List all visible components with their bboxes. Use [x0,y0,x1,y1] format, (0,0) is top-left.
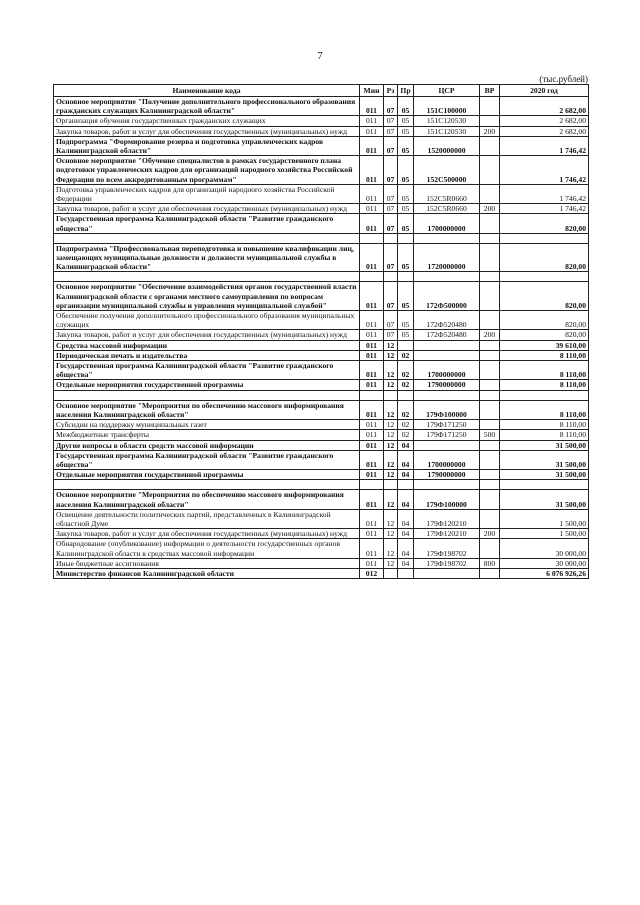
table-row [54,282,589,311]
cell-name: Иные бюджетные ассигнования [54,558,360,568]
spacer-cell [500,390,589,400]
spacer-cell [414,233,480,243]
header-year: 2020 год [500,85,589,97]
row-spacer [54,480,589,490]
cell-name: Подготовка управленческих кадров для организаций народного хозяйства Российской Федерации [54,184,360,203]
cell-name: Подпрограмма "Профессиональная переподготовка и повышение квалификации лиц, замещающих муниципальные должности и должности муниципальной службы в Калининградской области" [54,243,360,272]
cell-pr: 04 [398,490,414,509]
cell-rz: 07 [384,311,398,330]
table-row [54,214,589,233]
table-row [54,400,589,419]
cell-min: 011 [360,97,384,116]
header-name: Наименование кода [54,85,360,97]
cell-vr: 200 [480,204,500,214]
table-row [54,116,589,126]
cell-pr: 04 [398,470,414,480]
spacer-cell [480,480,500,490]
cell-csr: 151С120530 [414,126,480,136]
cell-sum: 8 110,00 [500,400,589,419]
cell-vr [480,243,500,272]
cell-sum: 31 500,00 [500,490,589,509]
cell-rz: 12 [384,490,398,509]
cell-sum: 1 746,42 [500,156,589,185]
unit-note: (тыс.рублей) [539,74,588,84]
cell-name: Закупка товаров, работ и услуг для обеспечения государственных (муниципальных) нужд [54,204,360,214]
cell-rz: 07 [384,136,398,155]
cell-name: Основное мероприятие "Мероприятия по обеспечению массового информирования населения Калининградской области" [54,490,360,509]
cell-pr: 05 [398,204,414,214]
cell-min: 011 [360,116,384,126]
cell-vr [480,311,500,330]
table-row [54,470,589,480]
cell-rz: 12 [384,450,398,469]
cell-vr [480,470,500,480]
cell-csr: 179Ф100000 [414,400,480,419]
cell-rz: 07 [384,156,398,185]
spacer-cell [480,390,500,400]
header-pr: Пр [398,85,414,97]
cell-csr: 179Ф171250 [414,430,480,440]
cell-name: Обеспечение получения дополнительного профессионального образования муниципальных служащих [54,311,360,330]
cell-min: 011 [360,156,384,185]
header-rz: Рз [384,85,398,97]
spacer-cell [384,272,398,282]
cell-pr [398,568,414,578]
cell-rz: 12 [384,529,398,539]
table-row [54,340,589,350]
cell-sum: 30 000,00 [500,539,589,558]
cell-sum: 8 110,00 [500,361,589,380]
cell-min: 011 [360,420,384,430]
cell-pr: 05 [398,116,414,126]
table-row [54,568,589,578]
table-row [54,380,589,390]
cell-sum: 1 500,00 [500,509,589,528]
cell-name: Закупка товаров, работ и услуг для обеспечения государственных (муниципальных) нужд [54,529,360,539]
cell-min: 011 [360,440,384,450]
spacer-cell [398,390,414,400]
cell-vr [480,490,500,509]
cell-rz: 07 [384,282,398,311]
cell-vr [480,340,500,350]
cell-pr: 04 [398,539,414,558]
cell-rz: 12 [384,539,398,558]
cell-min: 011 [360,400,384,419]
cell-name: Закупка товаров, работ и услуг для обеспечения государственных (муниципальных) нужд [54,126,360,136]
spacer-cell [414,272,480,282]
cell-vr [480,361,500,380]
cell-pr: 04 [398,558,414,568]
cell-name: Другие вопросы в области средств массовой информации [54,440,360,450]
table-row [54,184,589,203]
cell-csr: 179Ф198702 [414,539,480,558]
cell-pr: 05 [398,243,414,272]
cell-name: Подпрограмма "Формирование резерва и подготовка управленческих кадров Калининградской области" [54,136,360,155]
cell-csr: 172Ф520480 [414,330,480,340]
cell-rz: 07 [384,184,398,203]
cell-name: Основное мероприятие "Обеспечение взаимодействия органов государственной власти Калининградской области с органами местного самоуправления по вопросам организации муниципальной службы и управления муниципальной службой" [54,282,360,311]
cell-pr: 05 [398,184,414,203]
cell-sum: 8 110,00 [500,350,589,360]
cell-sum: 31 500,00 [500,450,589,469]
cell-sum: 30 000,00 [500,558,589,568]
cell-rz: 12 [384,558,398,568]
cell-name: Обнародование (опубликование) информации о деятельности государственных органов Калининградской области в средствах массовой информации [54,539,360,558]
cell-vr [480,116,500,126]
cell-vr [480,568,500,578]
cell-vr: 200 [480,330,500,340]
cell-min: 011 [360,470,384,480]
cell-csr: 152С500000 [414,156,480,185]
cell-csr: 1790000000 [414,470,480,480]
cell-name: Организация обучения государственных гражданских служащих [54,116,360,126]
cell-vr [480,440,500,450]
cell-rz: 12 [384,430,398,440]
cell-min: 011 [360,184,384,203]
table-row [54,243,589,272]
cell-csr: 179Ф120210 [414,509,480,528]
cell-sum: 8 110,00 [500,420,589,430]
cell-rz: 07 [384,214,398,233]
cell-sum: 2 682,00 [500,116,589,126]
cell-min: 011 [360,282,384,311]
cell-vr [480,184,500,203]
table-row [54,509,589,528]
table-row [54,529,589,539]
cell-sum: 820,00 [500,330,589,340]
cell-rz: 07 [384,243,398,272]
table-row [54,136,589,155]
cell-name: Освещение деятельности политических партий, представленных в Калининградской областной Думе [54,509,360,528]
spacer-cell [398,480,414,490]
cell-pr: 02 [398,350,414,360]
spacer-cell [414,390,480,400]
cell-csr: 151С100000 [414,97,480,116]
cell-name: Основное мероприятие "Мероприятия по обеспечению массового информирования населения Калининградской области" [54,400,360,419]
header-csr: ЦСР [414,85,480,97]
spacer-cell [384,233,398,243]
cell-csr [414,350,480,360]
cell-name: Средства массовой информации [54,340,360,350]
spacer-cell [360,480,384,490]
table-row [54,330,589,340]
cell-vr: 200 [480,126,500,136]
cell-vr [480,97,500,116]
table-row [54,558,589,568]
cell-csr: 1720000000 [414,243,480,272]
cell-sum: 820,00 [500,214,589,233]
cell-vr [480,509,500,528]
cell-sum: 8 110,00 [500,380,589,390]
cell-vr [480,350,500,360]
cell-csr: 1700000000 [414,450,480,469]
cell-name: Государственная программа Калининградской области "Развитие гражданского общества" [54,361,360,380]
cell-min: 011 [360,450,384,469]
cell-csr: 152С5R0660 [414,204,480,214]
cell-sum: 820,00 [500,282,589,311]
cell-rz: 12 [384,350,398,360]
cell-name: Периодическая печать и издательства [54,350,360,360]
cell-pr: 05 [398,126,414,136]
cell-vr: 500 [480,430,500,440]
cell-vr [480,420,500,430]
cell-min: 011 [360,430,384,440]
table-row [54,490,589,509]
row-spacer [54,233,589,243]
header-min: Мин [360,85,384,97]
cell-min: 011 [360,558,384,568]
cell-rz: 12 [384,340,398,350]
cell-min: 011 [360,330,384,340]
spacer-cell [360,390,384,400]
cell-sum: 820,00 [500,243,589,272]
cell-name: Субсидии на поддержку муниципальных газет [54,420,360,430]
cell-min: 011 [360,204,384,214]
cell-rz: 12 [384,361,398,380]
cell-rz: 07 [384,116,398,126]
cell-sum: 820,00 [500,311,589,330]
cell-sum: 8 110,00 [500,430,589,440]
cell-csr: 1700000000 [414,214,480,233]
cell-name: Государственная программа Калининградской области "Развитие гражданского общества" [54,214,360,233]
cell-vr [480,380,500,390]
cell-min: 011 [360,214,384,233]
row-spacer [54,390,589,400]
cell-min: 011 [360,529,384,539]
table-row [54,430,589,440]
spacer-cell [500,480,589,490]
cell-rz [384,568,398,578]
cell-name: Министерство финансов Калининградской области [54,568,360,578]
cell-vr [480,539,500,558]
cell-name: Межбюджетные трансферты [54,430,360,440]
spacer-cell [54,272,360,282]
cell-vr [480,156,500,185]
cell-pr: 04 [398,529,414,539]
spacer-cell [414,480,480,490]
cell-sum: 1 500,00 [500,529,589,539]
spacer-cell [398,272,414,282]
table-row [54,440,589,450]
cell-csr: 1520000000 [414,136,480,155]
cell-name: Государственная программа Калининградской области "Развитие гражданского общества" [54,450,360,469]
cell-rz: 07 [384,126,398,136]
cell-csr: 172Ф500000 [414,282,480,311]
table-row [54,350,589,360]
cell-min: 011 [360,350,384,360]
cell-name: Отдельные мероприятия государственной программы [54,470,360,480]
cell-pr: 04 [398,509,414,528]
spacer-cell [54,390,360,400]
cell-rz: 12 [384,440,398,450]
cell-pr: 05 [398,136,414,155]
table-row [54,204,589,214]
cell-csr: 1790000000 [414,380,480,390]
header-vr: ВР [480,85,500,97]
cell-min: 011 [360,380,384,390]
table-row [54,420,589,430]
table-row [54,126,589,136]
cell-rz: 07 [384,330,398,340]
cell-pr: 02 [398,361,414,380]
row-spacer [54,272,589,282]
cell-sum: 6 076 926,26 [500,568,589,578]
cell-csr: 172Ф520480 [414,311,480,330]
cell-sum: 31 500,00 [500,470,589,480]
cell-sum: 39 610,00 [500,340,589,350]
cell-rz: 12 [384,470,398,480]
cell-name: Закупка товаров, работ и услуг для обеспечения государственных (муниципальных) нужд [54,330,360,340]
cell-min: 011 [360,509,384,528]
cell-pr: 05 [398,330,414,340]
cell-pr: 05 [398,311,414,330]
cell-min: 011 [360,539,384,558]
cell-csr: 179Ф171250 [414,420,480,430]
budget-table [53,84,589,579]
spacer-cell [480,233,500,243]
cell-csr: 152С5R0660 [414,184,480,203]
table-row [54,361,589,380]
cell-pr: 05 [398,156,414,185]
cell-vr: 200 [480,529,500,539]
cell-min: 011 [360,490,384,509]
cell-sum: 31 500,00 [500,440,589,450]
table-row [54,450,589,469]
cell-csr: 1700000000 [414,361,480,380]
cell-rz: 07 [384,97,398,116]
cell-rz: 12 [384,380,398,390]
cell-min: 011 [360,243,384,272]
cell-min: 011 [360,136,384,155]
table-body [54,97,589,579]
cell-csr [414,568,480,578]
cell-pr: 02 [398,400,414,419]
cell-pr [398,340,414,350]
cell-pr: 05 [398,97,414,116]
table-row [54,539,589,558]
cell-vr [480,214,500,233]
spacer-cell [384,390,398,400]
page-number: 7 [317,50,323,62]
cell-rz: 12 [384,400,398,419]
spacer-cell [54,480,360,490]
spacer-cell [54,233,360,243]
cell-min: 011 [360,126,384,136]
cell-pr: 02 [398,420,414,430]
cell-csr: 179Ф100000 [414,490,480,509]
cell-csr [414,340,480,350]
cell-pr: 02 [398,380,414,390]
cell-sum: 1 746,42 [500,184,589,203]
cell-name: Основное мероприятие "Получение дополнительного профессионального образования гражданских служащих Калининградской области" [54,97,360,116]
cell-pr: 04 [398,440,414,450]
cell-vr [480,400,500,419]
cell-name: Отдельные мероприятия государственной программы [54,380,360,390]
spacer-cell [384,480,398,490]
cell-vr [480,450,500,469]
cell-rz: 12 [384,509,398,528]
table-header-row [54,85,589,97]
spacer-cell [360,272,384,282]
cell-pr: 02 [398,430,414,440]
cell-csr: 179Ф120210 [414,529,480,539]
cell-sum: 1 746,42 [500,136,589,155]
table-row [54,156,589,185]
spacer-cell [480,272,500,282]
cell-csr: 179Ф198702 [414,558,480,568]
spacer-cell [500,233,589,243]
cell-pr: 04 [398,450,414,469]
cell-sum: 1 746,42 [500,204,589,214]
cell-vr [480,136,500,155]
table-row [54,311,589,330]
table-row [54,97,589,116]
cell-min: 011 [360,311,384,330]
cell-name: Основное мероприятие "Обучение специалистов в рамках государственного плана подготовки управленческих кадров для организаций народного хозяйства Российской Федерации по всем аккредитованным программам" [54,156,360,185]
cell-min: 012 [360,568,384,578]
cell-csr: 151С120530 [414,116,480,126]
cell-pr: 05 [398,282,414,311]
cell-pr: 05 [398,214,414,233]
spacer-cell [360,233,384,243]
cell-vr [480,282,500,311]
cell-rz: 07 [384,204,398,214]
spacer-cell [398,233,414,243]
spacer-cell [500,272,589,282]
cell-rz: 12 [384,420,398,430]
cell-sum: 2 682,00 [500,126,589,136]
cell-csr [414,440,480,450]
cell-vr: 800 [480,558,500,568]
cell-sum: 2 682,00 [500,97,589,116]
cell-min: 011 [360,361,384,380]
cell-min: 011 [360,340,384,350]
